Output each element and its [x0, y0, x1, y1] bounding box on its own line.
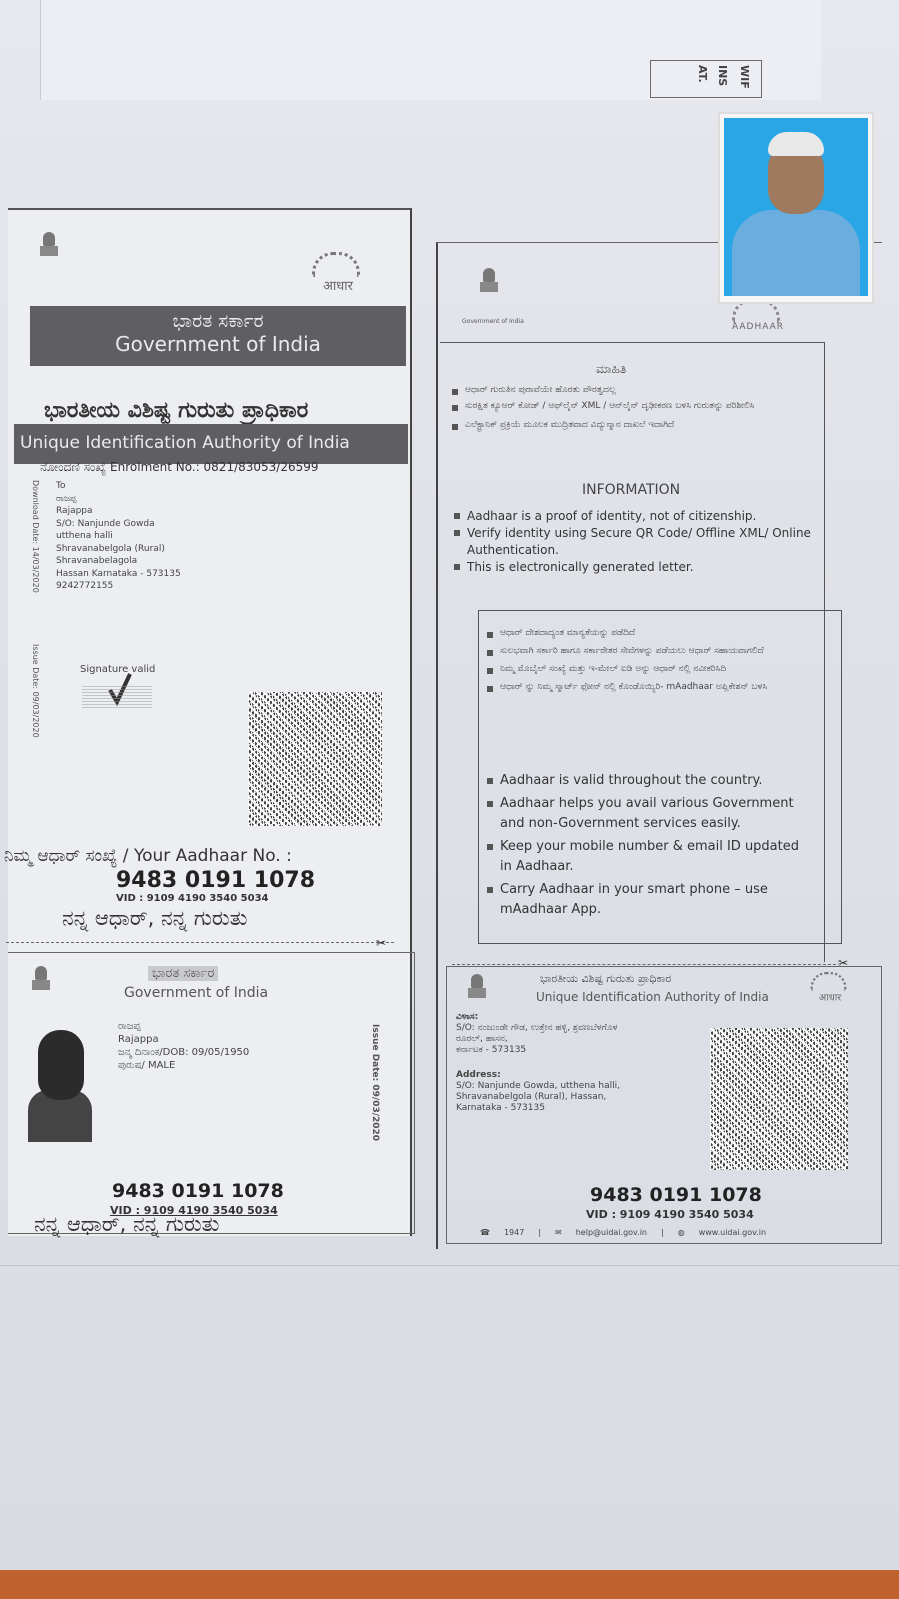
header-rule	[440, 342, 824, 343]
signature-valid: Signature valid	[80, 664, 156, 675]
box-en-item: Keep your mobile number & email ID updated in Aadhaar.	[487, 837, 813, 877]
uidai-kannada: ಭಾರತೀಯ ವಿಶಿಷ್ಟ ಗುರುತು ಪ್ರಾಧಿಕಾರ	[44, 398, 309, 423]
mail-icon: ✉	[555, 1228, 562, 1237]
box-kn-item: ಆಧಾರ್ ನ್ನು ನಿಮ್ಮ ಸ್ಮಾರ್ಟ್ ಫೋನ್ ನಲ್ಲಿ ಕೊಂಡೊಯ್ಯಿರಿ- mAadhaar ಅಪ್ಲಿಕೇಶನ್ ಬಳಸಿ	[487, 681, 787, 693]
box-kn-item: ನಿಮ್ಮ ಮೊಬೈಲ್ ಸಂಖ್ಯೆ ಮತ್ತು ಇ-ಮೇಲ್ ಐಡಿ ಅನ್ನು ಆಧಾರ್ ನಲ್ಲಿ ನವೀಕರಿಸಿದಿ	[487, 663, 787, 675]
holder-details	[118, 1020, 249, 1072]
info-kn-title: ಮಾಹಿತಿ	[596, 362, 627, 376]
enrolment-kn: ನೋಂದಣಿ ಸಂಖ್ಯೆ	[40, 460, 107, 474]
emblem-icon	[466, 974, 488, 1004]
address-kn-line: ರೂರಲ್, ಹಾಸನ,	[456, 1034, 508, 1044]
gov-band	[30, 306, 406, 366]
info-item: Aadhaar is a proof of identity, not of citizenship.	[454, 508, 826, 525]
info-box	[478, 610, 842, 944]
box-en-item: Aadhaar is valid throughout the country.	[487, 771, 813, 791]
address-line: S/O: Nanjunde Gowda	[56, 518, 155, 529]
vid-number: VID : 9109 4190 3540 5034	[116, 893, 269, 904]
header-strip	[650, 60, 762, 98]
address-line: Shravanabelgola (Rural)	[56, 543, 165, 554]
box-kn-item: ಸುಲಭವಾಗಿ ಸರ್ಕಾರಿ ಹಾಗೂ ಸರ್ಕಾರೇತರ ಸೇವೆಗಳನ್ನು ಪಡೆಯಲು ಆಧಾರ್ ಸಹಾಯವಾಗಲಿದೆ	[487, 645, 787, 657]
address-kn-line: ಕರ್ನಾಟಕ - 573135	[456, 1045, 527, 1055]
info-kn-item: ಎಲೆಕ್ಟ್ರಾನಿಕ್ ಪ್ರಕ್ರಿಯೆ ಮೂಲಕ ಮುದ್ರಿತವಾದ ವಿದ್ಯುನ್ಮಾನ ದಾಖಲೆ ಇದಾಗಿದೆ	[452, 419, 812, 432]
address-to: To	[56, 481, 66, 491]
recipient-address	[56, 480, 181, 593]
holder-name-kn: ರಾಜಪ್ಪ	[118, 1021, 141, 1032]
phone-icon: ☎	[480, 1228, 490, 1237]
holder-gender: ಪುರುಷ/ MALE	[118, 1060, 176, 1071]
strip-text-3: AT.	[696, 65, 709, 83]
right-gov-label: Government of India	[462, 318, 524, 325]
card-address	[456, 1070, 620, 1114]
box-en-item: Aadhaar helps you avail various Government and non-Government services easily.	[487, 794, 813, 834]
qr-code	[248, 692, 382, 826]
emblem-icon	[38, 232, 60, 262]
back-vid: VID : 9109 4190 3540 5034	[586, 1208, 754, 1221]
emblem-icon	[30, 966, 52, 996]
signature-stamp	[82, 684, 152, 708]
qr-code	[710, 1028, 848, 1170]
holder-dob: ಜನ್ಮ ದಿನಾಂಕ/DOB: 09/05/1950	[118, 1047, 250, 1058]
address-label: Address:	[456, 1070, 501, 1080]
card-uidai-english: Unique Identification Authority of India	[536, 990, 769, 1004]
download-date: Download Date: 14/03/2020	[31, 480, 40, 593]
card-vid: VID : 9109 4190 3540 5034	[110, 1204, 278, 1217]
card-aadhaar-number: 9483 0191 1078	[112, 1180, 284, 1202]
holder-name: Rajappa	[118, 1034, 159, 1045]
phone-number: 1947	[503, 1228, 525, 1237]
box-kn-item: ಆಧಾರ್ ದೇಶದಾದ್ಯಂತ ಮಾನ್ಯತೆಯನ್ನು ಪಡೆದಿದೆ	[487, 627, 787, 639]
address-kn-label: ವಿಳಾಸ:	[456, 1012, 479, 1022]
box-kn-list	[487, 627, 787, 693]
card-gov-english: Government of India	[124, 985, 269, 1001]
gov-english: Government of India	[115, 332, 321, 356]
uidai-english: Unique Identification Authority of India	[20, 433, 350, 453]
address-line: S/O: Nanjunde Gowda, utthena halli,	[456, 1081, 620, 1091]
scissors-icon: ✂	[376, 936, 387, 950]
aadhaar-logo-icon	[718, 298, 788, 338]
info-kn-list	[452, 384, 812, 432]
card-tagline: ನನ್ನ ಆಧಾರ್, ನನ್ನ ಗುರುತು	[34, 1212, 220, 1236]
address-line: Shravanabelagola	[56, 556, 138, 566]
gov-kannada: ಭಾರತ ಸರ್ಕಾರ	[172, 310, 264, 332]
box-en-list	[487, 771, 813, 920]
box-en-item: Carry Aadhaar in your smart phone – use mAadhaar App.	[487, 880, 813, 920]
strip-text-1: WIF	[738, 65, 751, 89]
card-gov-kannada: ಭಾರತ ಸರ್ಕಾರ	[148, 966, 218, 981]
address-line: utthena halli	[56, 531, 113, 541]
cut-line	[6, 942, 394, 943]
aadhaar-logo-icon	[298, 252, 368, 292]
contact-bar: ☎ 1947 | ✉ help@uidai.gov.in | ◍ www.uidai.gov.in	[480, 1228, 767, 1237]
address-line: Karnataka - 573135	[456, 1103, 545, 1113]
address-line: Hassan Karnataka - 573135	[56, 568, 181, 579]
uidai-band	[14, 424, 408, 464]
enrolment-text: Enrolment No.: 0821/83053/26599	[110, 460, 319, 474]
back-aadhaar-number: 9483 0191 1078	[590, 1184, 762, 1206]
issue-date: Issue Date: 09/03/2020	[31, 644, 40, 738]
page-fold	[0, 1265, 899, 1266]
scissors-icon: ✂	[838, 956, 849, 970]
info-kn-item: ಸುರಕ್ಷಿತ ಕ್ಯೂಆರ್ ಕೋಡ್ / ಆಫ್‌ಲೈನ್ XML / ಆನ್‌ಲೈನ್ ದೃಢೀಕರಣ ಬಳಸಿ ಗುರುತನ್ನು ಪರಿಶೀಲಿಸಿ	[452, 400, 812, 413]
info-list	[454, 508, 826, 576]
card-address-kn	[456, 1012, 618, 1056]
card-uidai-kannada: ಭಾರತೀಯ ವಿಶಿಷ್ಟ ಗುರುತು ಪ್ರಾಧಿಕಾರ	[540, 972, 672, 985]
holder-photo	[28, 1030, 92, 1142]
info-item: This is electronically generated letter.	[454, 559, 826, 576]
info-title: INFORMATION	[582, 482, 681, 498]
aadhaar-logo-icon	[800, 972, 853, 1002]
card-issue-date: Issue Date: 09/03/2020	[370, 1024, 380, 1142]
strip-text-2: INS	[716, 65, 729, 87]
emblem-icon	[478, 268, 500, 298]
info-item: Verify identity using Secure QR Code/ Offline XML/ Online Authentication.	[454, 525, 826, 559]
email-address: help@uidai.gov.in	[575, 1228, 647, 1237]
right-logo-text: AADHAAR	[731, 322, 785, 332]
your-aadhaar-label: ನಿಮ್ಮ ಆಧಾರ್ ಸಂಖ್ಯೆ / Your Aadhaar No. :	[4, 846, 292, 866]
address-line: Shravanabelgola (Rural), Hassan,	[456, 1092, 607, 1102]
tagline: ನನ್ನ ಆಧಾರ್, ನನ್ನ ಗುರುತು	[62, 906, 248, 930]
address-line: 9242772155	[56, 581, 114, 591]
enrolment-number	[40, 460, 319, 475]
website: www.uidai.gov.in	[698, 1228, 767, 1237]
info-kn-item: ಆಧಾರ್ ಗುರುತಿನ ಪುರಾವೆಯೇ ಹೊರತು ಪೌರತ್ವದಲ್ಲ	[452, 384, 812, 397]
address-line: ರಾಜಪ್ಪ	[56, 493, 77, 504]
address-line: Rajappa	[56, 506, 93, 516]
card-logo-text: आधार	[818, 992, 842, 1004]
address-kn-line: S/O: ನಂಜುಂಡೇ ಗೌಡ, ಉತ್ತೇನ ಹಳ್ಳಿ, ಶ್ರವಣಬೆಳಗೊಳ	[456, 1023, 618, 1033]
passport-photo	[718, 112, 874, 304]
aadhaar-number: 9483 0191 1078	[116, 868, 316, 893]
cut-line	[452, 964, 836, 965]
web-icon: ◍	[677, 1228, 685, 1237]
aadhaar-logo-text: आधार	[323, 279, 353, 294]
